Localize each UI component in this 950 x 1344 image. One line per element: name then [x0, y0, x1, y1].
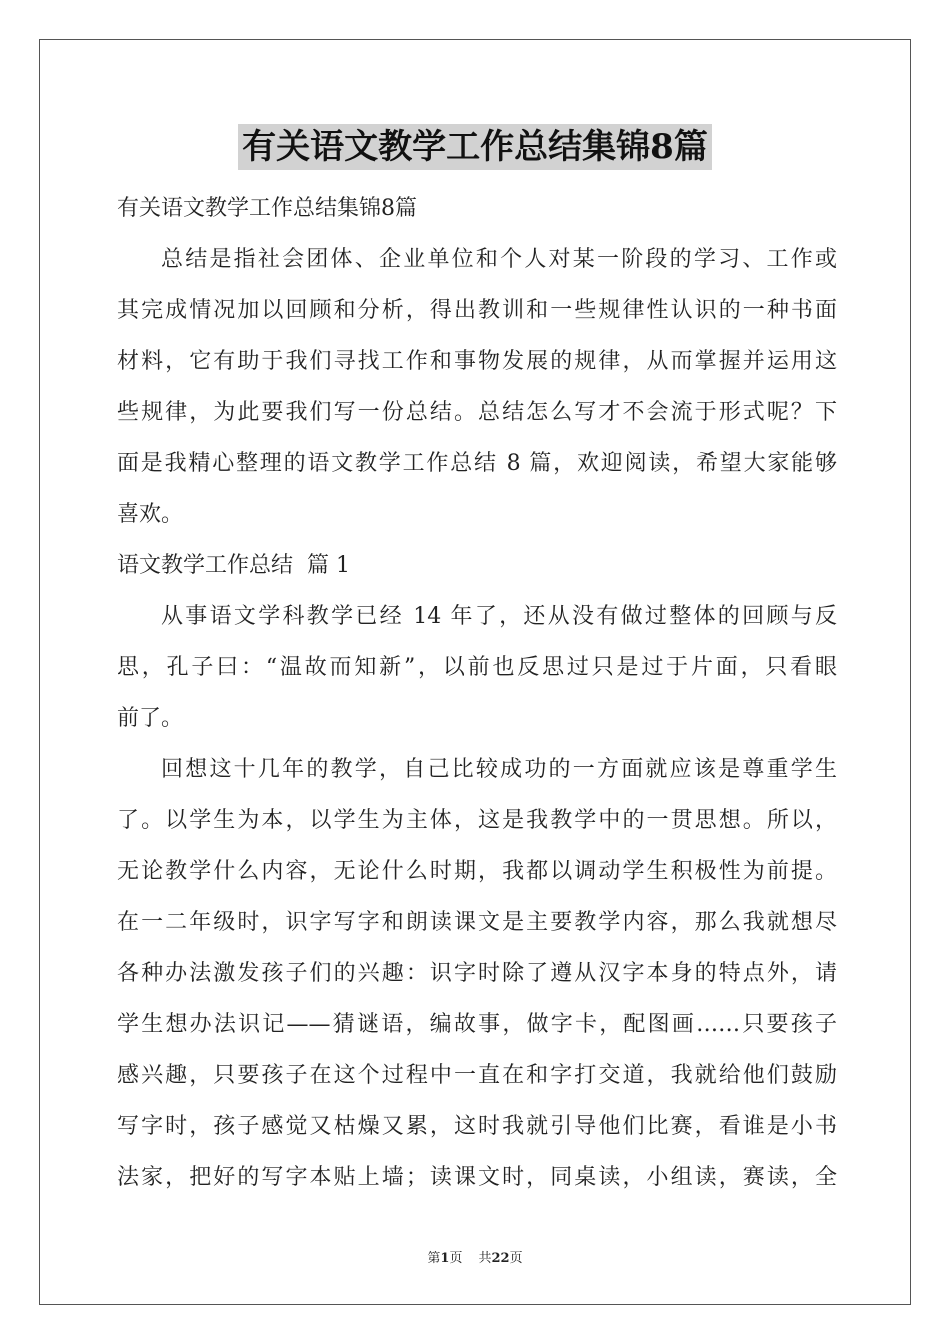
section-heading: 语文教学工作总结 篇 1 [117, 553, 350, 578]
total-prefix: 共 [478, 1251, 492, 1266]
paragraph-line: 总结是指社会团体、企业单位和个人对某一阶段的学习、工作或 [161, 247, 837, 272]
page-unit: 页 [449, 1251, 463, 1266]
paragraph-line: 法家，把好的写字本贴上墙；读课文时，同桌读，小组读，赛读，全 [117, 1165, 837, 1190]
paragraph-line: 回想这十几年的教学，自己比较成功的一方面就应该是尊重学生 [161, 757, 837, 782]
paragraph-line: 学生想办法识记——猜谜语，编故事，做字卡，配图画……只要孩子 [117, 1012, 837, 1037]
document-body [117, 183, 837, 1203]
paragraph-line: 材料，它有助于我们寻找工作和事物发展的规律，从而掌握并运用这 [117, 349, 837, 374]
document-title: 有关语文教学工作总结集锦8篇 [238, 124, 712, 170]
paragraph-line: 了。以学生为本，以学生为主体，这是我教学中的一贯思想。所以， [117, 808, 837, 833]
paragraph-line: 在一二年级时，识字写字和朗读课文是主要教学内容，那么我就想尽 [117, 910, 837, 935]
paragraph-line: 各种办法激发孩子们的兴趣：识字时除了遵从汉字本身的特点外，请 [117, 961, 837, 986]
paragraph-line: 前了。 [117, 706, 184, 731]
page-prefix: 第 [427, 1251, 441, 1266]
page-total: 22 [491, 1251, 510, 1266]
paragraph-line: 面是我精心整理的语文教学工作总结 8 篇，欢迎阅读，希望大家能够 [117, 451, 837, 476]
paragraph-line: 无论教学什么内容，无论什么时期，我都以调动学生积极性为前提。 [117, 859, 837, 884]
paragraph-line: 其完成情况加以回顾和分析，得出教训和一些规律性认识的一种书面 [117, 298, 837, 323]
total-unit: 页 [509, 1251, 523, 1266]
subtitle-line: 有关语文教学工作总结集锦8篇 [117, 196, 417, 221]
paragraph-line: 些规律，为此要我们写一份总结。总结怎么写才不会流于形式呢？下 [117, 400, 837, 425]
page-footer [0, 1247, 950, 1266]
title-area [0, 124, 950, 170]
paragraph-line: 喜欢。 [117, 502, 184, 527]
paragraph-line: 写字时，孩子感觉又枯燥又累，这时我就引导他们比赛，看谁是小书 [117, 1114, 837, 1139]
page-current: 1 [440, 1251, 450, 1266]
paragraph-line: 感兴趣，只要孩子在这个过程中一直在和字打交道，我就给他们鼓励 [117, 1063, 837, 1088]
paragraph-line: 从事语文学科教学已经 14 年了，还从没有做过整体的回顾与反 [161, 604, 837, 629]
paragraph-line: 思，孔子曰：“温故而知新”，以前也反思过只是过于片面，只看眼 [117, 655, 837, 680]
